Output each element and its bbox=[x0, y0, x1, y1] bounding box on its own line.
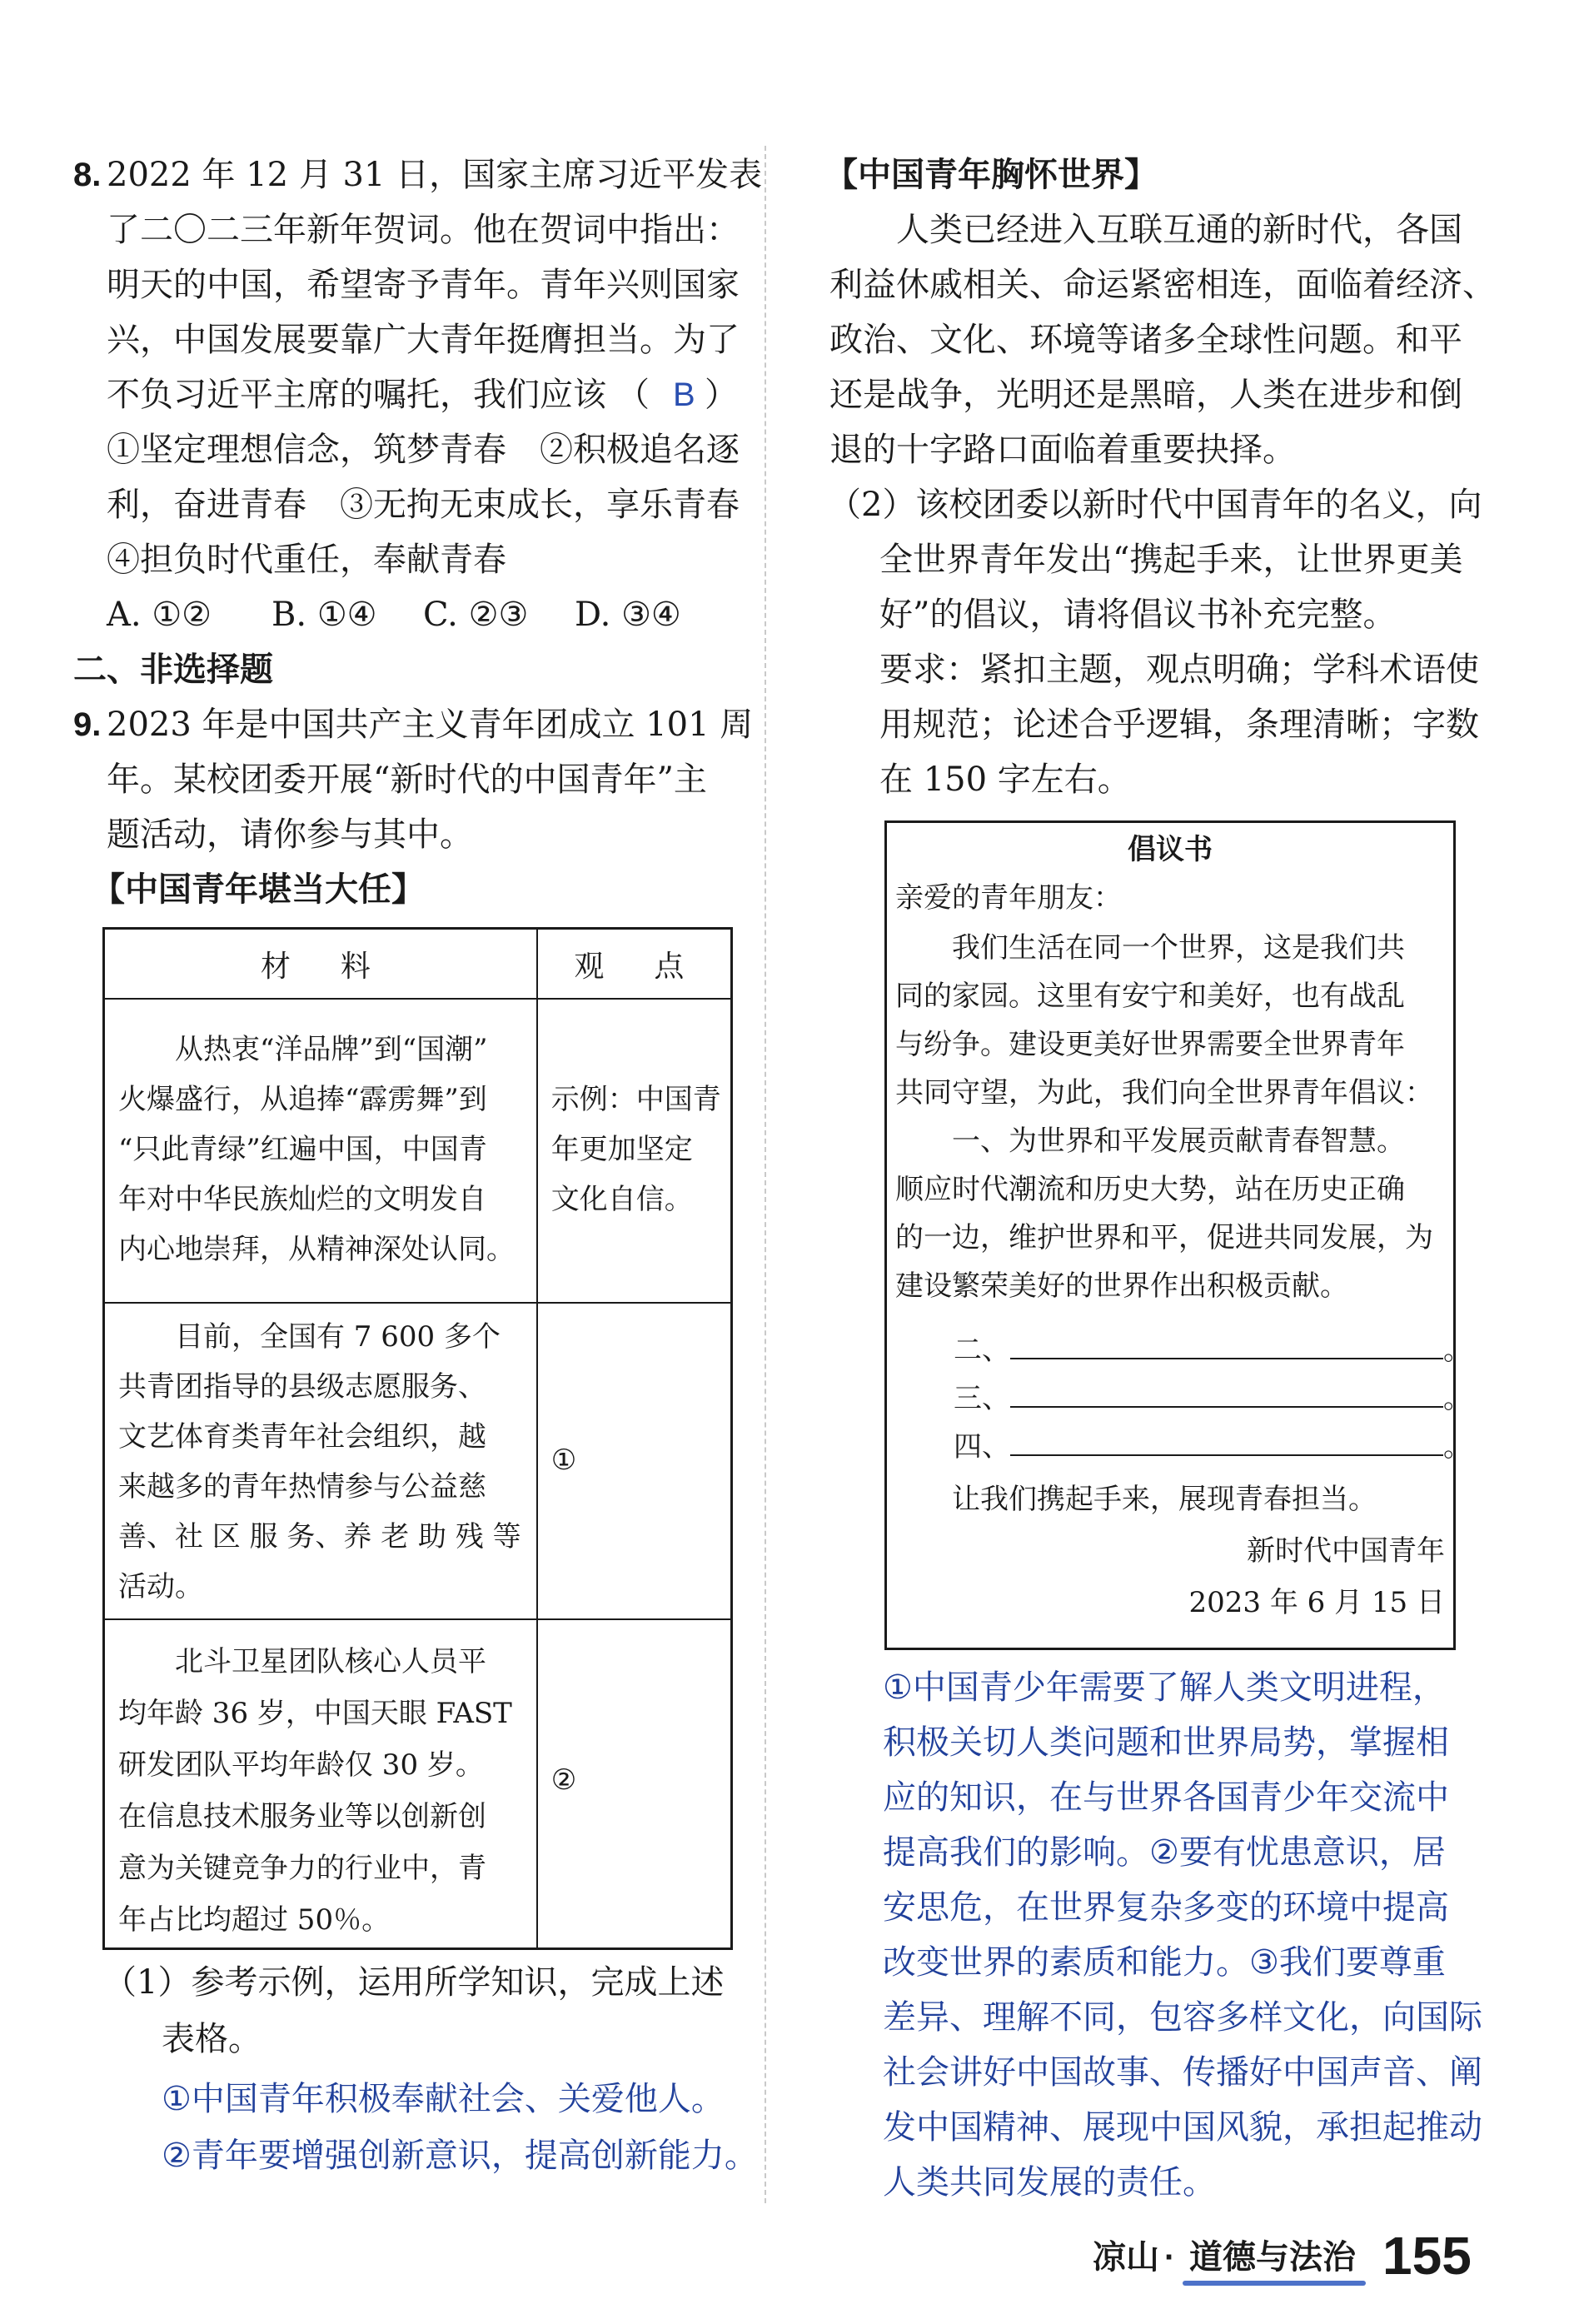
world-line-2: 利益休戚相关、命运紧密相连，面临着经济、 bbox=[829, 266, 1496, 304]
table-header-row bbox=[104, 929, 732, 1000]
q8-line-1: 2022 年 12 月 31 日，国家主席习近平发表 bbox=[107, 156, 763, 194]
part2-line-6: 在 150 字左右。 bbox=[879, 761, 1131, 799]
blank-2-label: 二、 bbox=[954, 1334, 1010, 1367]
table-row bbox=[104, 999, 732, 1303]
material-3-line-4: 在信息技术服务业等以创新创 bbox=[118, 1800, 486, 1833]
proposal-body-1: 我们生活在同一个世界，这是我们共 bbox=[895, 931, 1405, 965]
blank-4-label: 四、 bbox=[954, 1430, 1010, 1464]
blank-3-line[interactable] bbox=[1010, 1381, 1443, 1408]
proposal-blank-3[interactable] bbox=[954, 1381, 1472, 1415]
q8-option-c: C. ②③ bbox=[423, 596, 529, 634]
proposal-body-3: 与纷争。建设更美好世界需要全世界青年 bbox=[895, 1028, 1405, 1061]
view-3-blank-label: ② bbox=[550, 1763, 577, 1797]
material-1-line-2: 火爆盛行，从追捧“霹雳舞”到 bbox=[118, 1083, 487, 1116]
q8-line-4: 兴，中国发展要靠广大青年挺膺担当。为了 bbox=[107, 321, 740, 359]
material-1-line-3: “只此青绿”红遍中国，中国青 bbox=[118, 1133, 487, 1166]
proposal-title: 倡议书 bbox=[1128, 834, 1213, 865]
section-title: 二、非选择题 bbox=[73, 651, 273, 688]
part2-answer-line-2: 积极关切人类问题和世界局势，掌握相 bbox=[883, 1723, 1449, 1762]
proposal-body-8: 建设繁荣美好的世界作出积极贡献。 bbox=[895, 1269, 1348, 1303]
q8-statement-1: ①坚定理想信念，筑梦青春 ②积极追名逐 bbox=[107, 431, 740, 469]
blank-4-end: 。 bbox=[1443, 1430, 1472, 1464]
proposal-box bbox=[884, 820, 1472, 1650]
view-1-line-1: 示例：中国青 bbox=[550, 1083, 721, 1116]
table-row bbox=[104, 1619, 732, 1948]
part1-line-2: 表格。 bbox=[162, 2020, 262, 2058]
world-line-3: 政治、文化、环境等诸多全球性问题。和平 bbox=[829, 321, 1462, 359]
table-row bbox=[104, 1303, 732, 1619]
part2-answer-line-10: 人类共同发展的责任。 bbox=[883, 2163, 1216, 2202]
material-2-line-4: 来越多的青年热情参与公益慈 bbox=[118, 1470, 486, 1504]
footer-underline bbox=[1183, 2281, 1366, 2286]
table-header-material: 材 料 bbox=[104, 929, 537, 1000]
subsection-title-2: 【中国青年胸怀世界】 bbox=[824, 157, 1158, 193]
proposal-body-4: 共同守望，为此，我们向全世界青年倡议： bbox=[895, 1076, 1433, 1110]
proposal-greeting: 亲爱的青年朋友： bbox=[895, 881, 1122, 915]
q8-option-a: A. ①② bbox=[107, 596, 212, 634]
q8-answer: B bbox=[673, 377, 695, 413]
blank-2-line[interactable] bbox=[1010, 1333, 1443, 1359]
table-header-view: 观 点 bbox=[537, 929, 732, 1000]
proposal-signature: 新时代中国青年 bbox=[1247, 1534, 1445, 1568]
proposal-body-5: 一、为世界和平发展贡献青春智慧。 bbox=[895, 1125, 1405, 1158]
q8-answer-open: （ bbox=[616, 376, 650, 414]
proposal-body-6: 顺应时代潮流和历史大势，站在历史正确 bbox=[895, 1173, 1405, 1206]
part2-answer-line-6: 改变世界的素质和能力。③我们要尊重 bbox=[883, 1943, 1446, 1982]
q8-number: 8. bbox=[73, 157, 102, 193]
material-table bbox=[102, 927, 733, 1950]
proposal-blank-4[interactable] bbox=[954, 1429, 1472, 1464]
material-2-line-5: 善、社 区 服 务、养 老 助 残 等 bbox=[118, 1520, 521, 1553]
part2-line-4: 要求：紧扣主题，观点明确；学科术语使 bbox=[879, 651, 1479, 689]
table-cell-view-1 bbox=[537, 999, 732, 1303]
table-cell-material-1 bbox=[104, 999, 537, 1303]
q8-line-3: 明天的中国，希望寄予青年。青年兴则国家 bbox=[107, 266, 740, 304]
table-cell-view-3 bbox=[537, 1619, 732, 1948]
material-3-line-2: 均年龄 36 岁，中国天眼 FAST bbox=[118, 1697, 512, 1730]
material-1-line-1: 从热衷“洋品牌”到“国潮” bbox=[118, 1033, 488, 1066]
view-1-line-3: 文化自信。 bbox=[550, 1183, 693, 1216]
q8-answer-close: ） bbox=[705, 376, 738, 414]
q9-line-1: 2023 年是中国共产主义青年团成立 101 周 bbox=[107, 706, 754, 744]
proposal-blank-2[interactable] bbox=[954, 1333, 1472, 1367]
world-line-1: 人类已经进入互联互通的新时代，各国 bbox=[829, 211, 1462, 249]
q8-line-2: 了二〇二三年新年贺词。他在贺词中指出： bbox=[107, 211, 740, 249]
material-2-line-2: 共青团指导的县级志愿服务、 bbox=[118, 1370, 486, 1404]
material-3-line-6: 年占比均超过 50％。 bbox=[118, 1903, 391, 1937]
subsection-title-1: 【中国青年堪当大任】 bbox=[92, 871, 425, 908]
material-1-line-5: 内心地崇拜，从精神深处认同。 bbox=[118, 1233, 515, 1266]
column-divider bbox=[765, 146, 766, 2203]
part2-answer-line-3: 应的知识，在与世界各国青少年交流中 bbox=[883, 1778, 1449, 1817]
view-1-line-2: 年更加坚定 bbox=[550, 1133, 693, 1166]
blank-2-end: 。 bbox=[1443, 1334, 1472, 1367]
part2-line-1: （2）该校团委以新时代中国青年的名义，向 bbox=[828, 486, 1482, 524]
q8-statement-3: ④担负时代重任，奉献青春 bbox=[107, 541, 506, 579]
material-2-line-6: 活动。 bbox=[118, 1570, 203, 1603]
view-2-blank-label: ① bbox=[550, 1444, 577, 1477]
world-line-4: 还是战争，光明还是黑暗，人类在进步和倒 bbox=[829, 376, 1462, 414]
blank-3-label: 三、 bbox=[954, 1382, 1010, 1415]
q8-line-5: 不负习近平主席的嘱托，我们应该 bbox=[107, 376, 606, 414]
part2-line-5: 用规范；论述合乎逻辑，条理清晰；字数 bbox=[879, 706, 1479, 744]
q8-statement-2: 利，奋进青春 ③无拘无束成长，享乐青春 bbox=[107, 486, 740, 524]
footer-subject: 道德与法治 bbox=[1189, 2239, 1356, 2276]
material-2-line-1: 目前，全国有 7 600 多个 bbox=[118, 1320, 501, 1354]
page-number: 155 bbox=[1382, 2226, 1472, 2286]
part2-line-3: 好”的倡议，请将倡议书补充完整。 bbox=[879, 596, 1397, 634]
proposal-date: 2023 年 6 月 15 日 bbox=[1188, 1586, 1445, 1619]
part2-answer-line-9: 发中国精神、展现中国风貌，承担起推动 bbox=[883, 2108, 1482, 2147]
q8-option-d: D. ③④ bbox=[575, 596, 681, 634]
material-3-line-5: 意为关键竞争力的行业中，青 bbox=[118, 1852, 486, 1885]
proposal-body-2: 同的家园。这里有安宁和美好，也有战乱 bbox=[895, 980, 1405, 1013]
part1-line-1: （1）参考示例，运用所学知识，完成上述 bbox=[103, 1963, 725, 2002]
proposal-body-7: 的一边，维护世界和平，促进共同发展，为 bbox=[895, 1221, 1433, 1254]
footer-region: 凉山 bbox=[1093, 2239, 1159, 2276]
part2-answer-line-4: 提高我们的影响。②要有忧患意识，居 bbox=[883, 1833, 1446, 1872]
table-cell-view-2 bbox=[537, 1303, 732, 1619]
part2-answer-line-8: 社会讲好中国故事、传播好中国声音、阐 bbox=[883, 2053, 1482, 2092]
proposal-closing: 让我们携起手来，展现青春担当。 bbox=[895, 1483, 1377, 1516]
material-3-line-1: 北斗卫星团队核心人员平 bbox=[118, 1645, 486, 1678]
part2-line-2: 全世界青年发出“携起手来，让世界更美 bbox=[879, 541, 1463, 579]
table-cell-material-3 bbox=[104, 1619, 537, 1948]
q8-option-b: B. ①④ bbox=[271, 596, 377, 634]
part2-answer-line-1: ①中国青少年需要了解人类文明进程， bbox=[883, 1668, 1446, 1707]
q9-number: 9. bbox=[73, 706, 102, 743]
part1-answer-2: ②青年要增强创新意识，提高创新能力。 bbox=[162, 2137, 758, 2175]
blank-3-end: 。 bbox=[1443, 1382, 1472, 1415]
material-3-line-3: 研发团队平均年龄仅 30 岁。 bbox=[118, 1748, 484, 1782]
footer-dot: · bbox=[1164, 2239, 1176, 2276]
material-2-line-3: 文艺体育类青年社会组织，越 bbox=[118, 1420, 486, 1454]
q9-line-3: 题活动，请你参与其中。 bbox=[107, 815, 473, 854]
part2-answer-line-5: 安思危，在世界复杂多变的环境中提高 bbox=[883, 1888, 1449, 1927]
part2-answer-line-7: 差异、理解不同，包容多样文化，向国际 bbox=[883, 1998, 1482, 2037]
q9-line-2: 年。某校团委开展“新时代的中国青年”主 bbox=[107, 761, 707, 799]
part1-answer-1: ①中国青年积极奉献社会、关爱他人。 bbox=[162, 2080, 725, 2118]
world-line-5: 退的十字路口面临着重要抉择。 bbox=[829, 431, 1296, 469]
blank-4-line[interactable] bbox=[1010, 1429, 1443, 1456]
material-1-line-4: 年对中华民族灿烂的文明发自 bbox=[118, 1183, 486, 1216]
table-cell-material-2 bbox=[104, 1303, 537, 1619]
